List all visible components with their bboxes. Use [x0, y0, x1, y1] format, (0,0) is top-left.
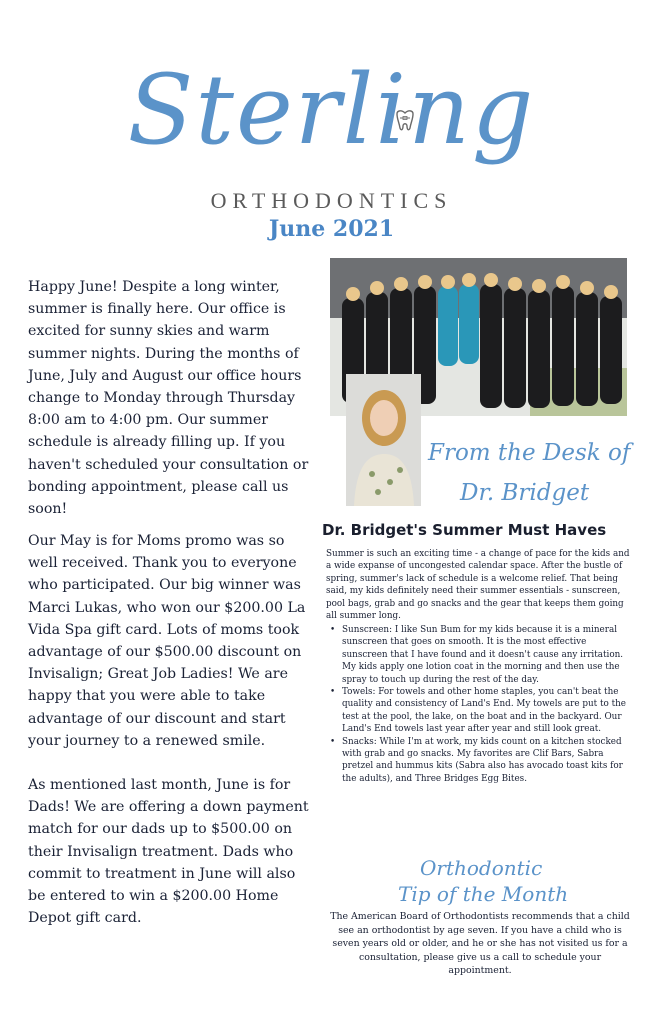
- list-item: • Sunscreen: I like Sun Bum for my kids because it is a mineral sunscreen that goes on smooth. It is the most effective sunscreen that I have found and it doesn't cause any irritation. My kids apply one lotion coat in the morning and then use the spray to touch up during the rest of the day.: [326, 624, 632, 686]
- list-item: • Snacks: While I'm at work, my kids count on a kitchen stocked with grab and go snacks. My favorites are Clif Bars, Sabra pretzel and hummus kits (Sabra also has avocado toast kits for the adults), and Three Bridges Egg Bites.: [326, 736, 632, 786]
- logo-subtitle: ORTHODONTICS: [210, 188, 453, 213]
- desk-title: From the Desk of: [428, 440, 631, 466]
- must-haves-intro: Summer is such an exciting time - a change of pace for the kids and a wide expanse of uncongested calendar space. After the bustle of spring, summer's lack of schedule is a welcome relief. That being said, my kids definitely need their summer essentials - sunscreen, pool bags, grab and go snacks and the gear that keeps them going all summer long.: [326, 549, 630, 622]
- dads-promo-paragraph: As mentioned last month, June is for Dads! We are offering a down payment match for our dads up to $500.00 on their Invisalign treatment. Dads who commit to treatment in June will also be entered to win a $200.00 Home Depot gift card.: [28, 777, 309, 927]
- tip-text: The American Board of Orthodontists recommends that a child see an orthodontist by age seven. If you have a child who is seven years old or older, and he or she has not visited us for a consultation, please give us a call to schedule your appointment.: [330, 911, 630, 977]
- issue-date: June 2021: [268, 216, 395, 242]
- tip-title: Orthodontic: [420, 856, 543, 880]
- list-item: • Towels: For towels and other home staples, you can't beat the quality and consistency of Land's End. My towels are put to the test at the pool, the lake, on the boat and in the backyard. Our Land's End towels last year after year and still look great.: [326, 686, 632, 736]
- moms-promo-paragraph: Our May is for Moms promo was so well received. Thank you to everyone who participated. Our big winner was Marci Lukas, who won our $200.00 La Vida Spa gift card. Lots of moms took advantage of our $500.00 discount on Invisalign; Great Job Ladies! We are happy that you were able to take advantage of our discount and start your journey to a renewed smile.: [28, 533, 306, 749]
- must-haves-title: Dr. Bridget's Summer Must Haves: [322, 521, 607, 539]
- must-haves-list: [326, 624, 632, 785]
- tip-title-subtitle: Tip of the Month: [398, 882, 569, 906]
- logo-wordmark: Sterling: [127, 54, 536, 166]
- desk-title-name: Dr. Bridget: [460, 480, 590, 506]
- intro-paragraph: Happy June! Despite a long winter, summer is finally here. Our office is excited for sunny skies and warm summer nights. During the months of June, July and August our office hours change to Monday through Thursday 8:00 am to 4:00 pm. Our summer schedule is already filling up. If you haven't scheduled your consultation or bonding appointment, please call us soon!: [28, 279, 309, 518]
- dr-bridget-photo: [346, 374, 421, 506]
- tooth-logo-icon: [392, 108, 418, 134]
